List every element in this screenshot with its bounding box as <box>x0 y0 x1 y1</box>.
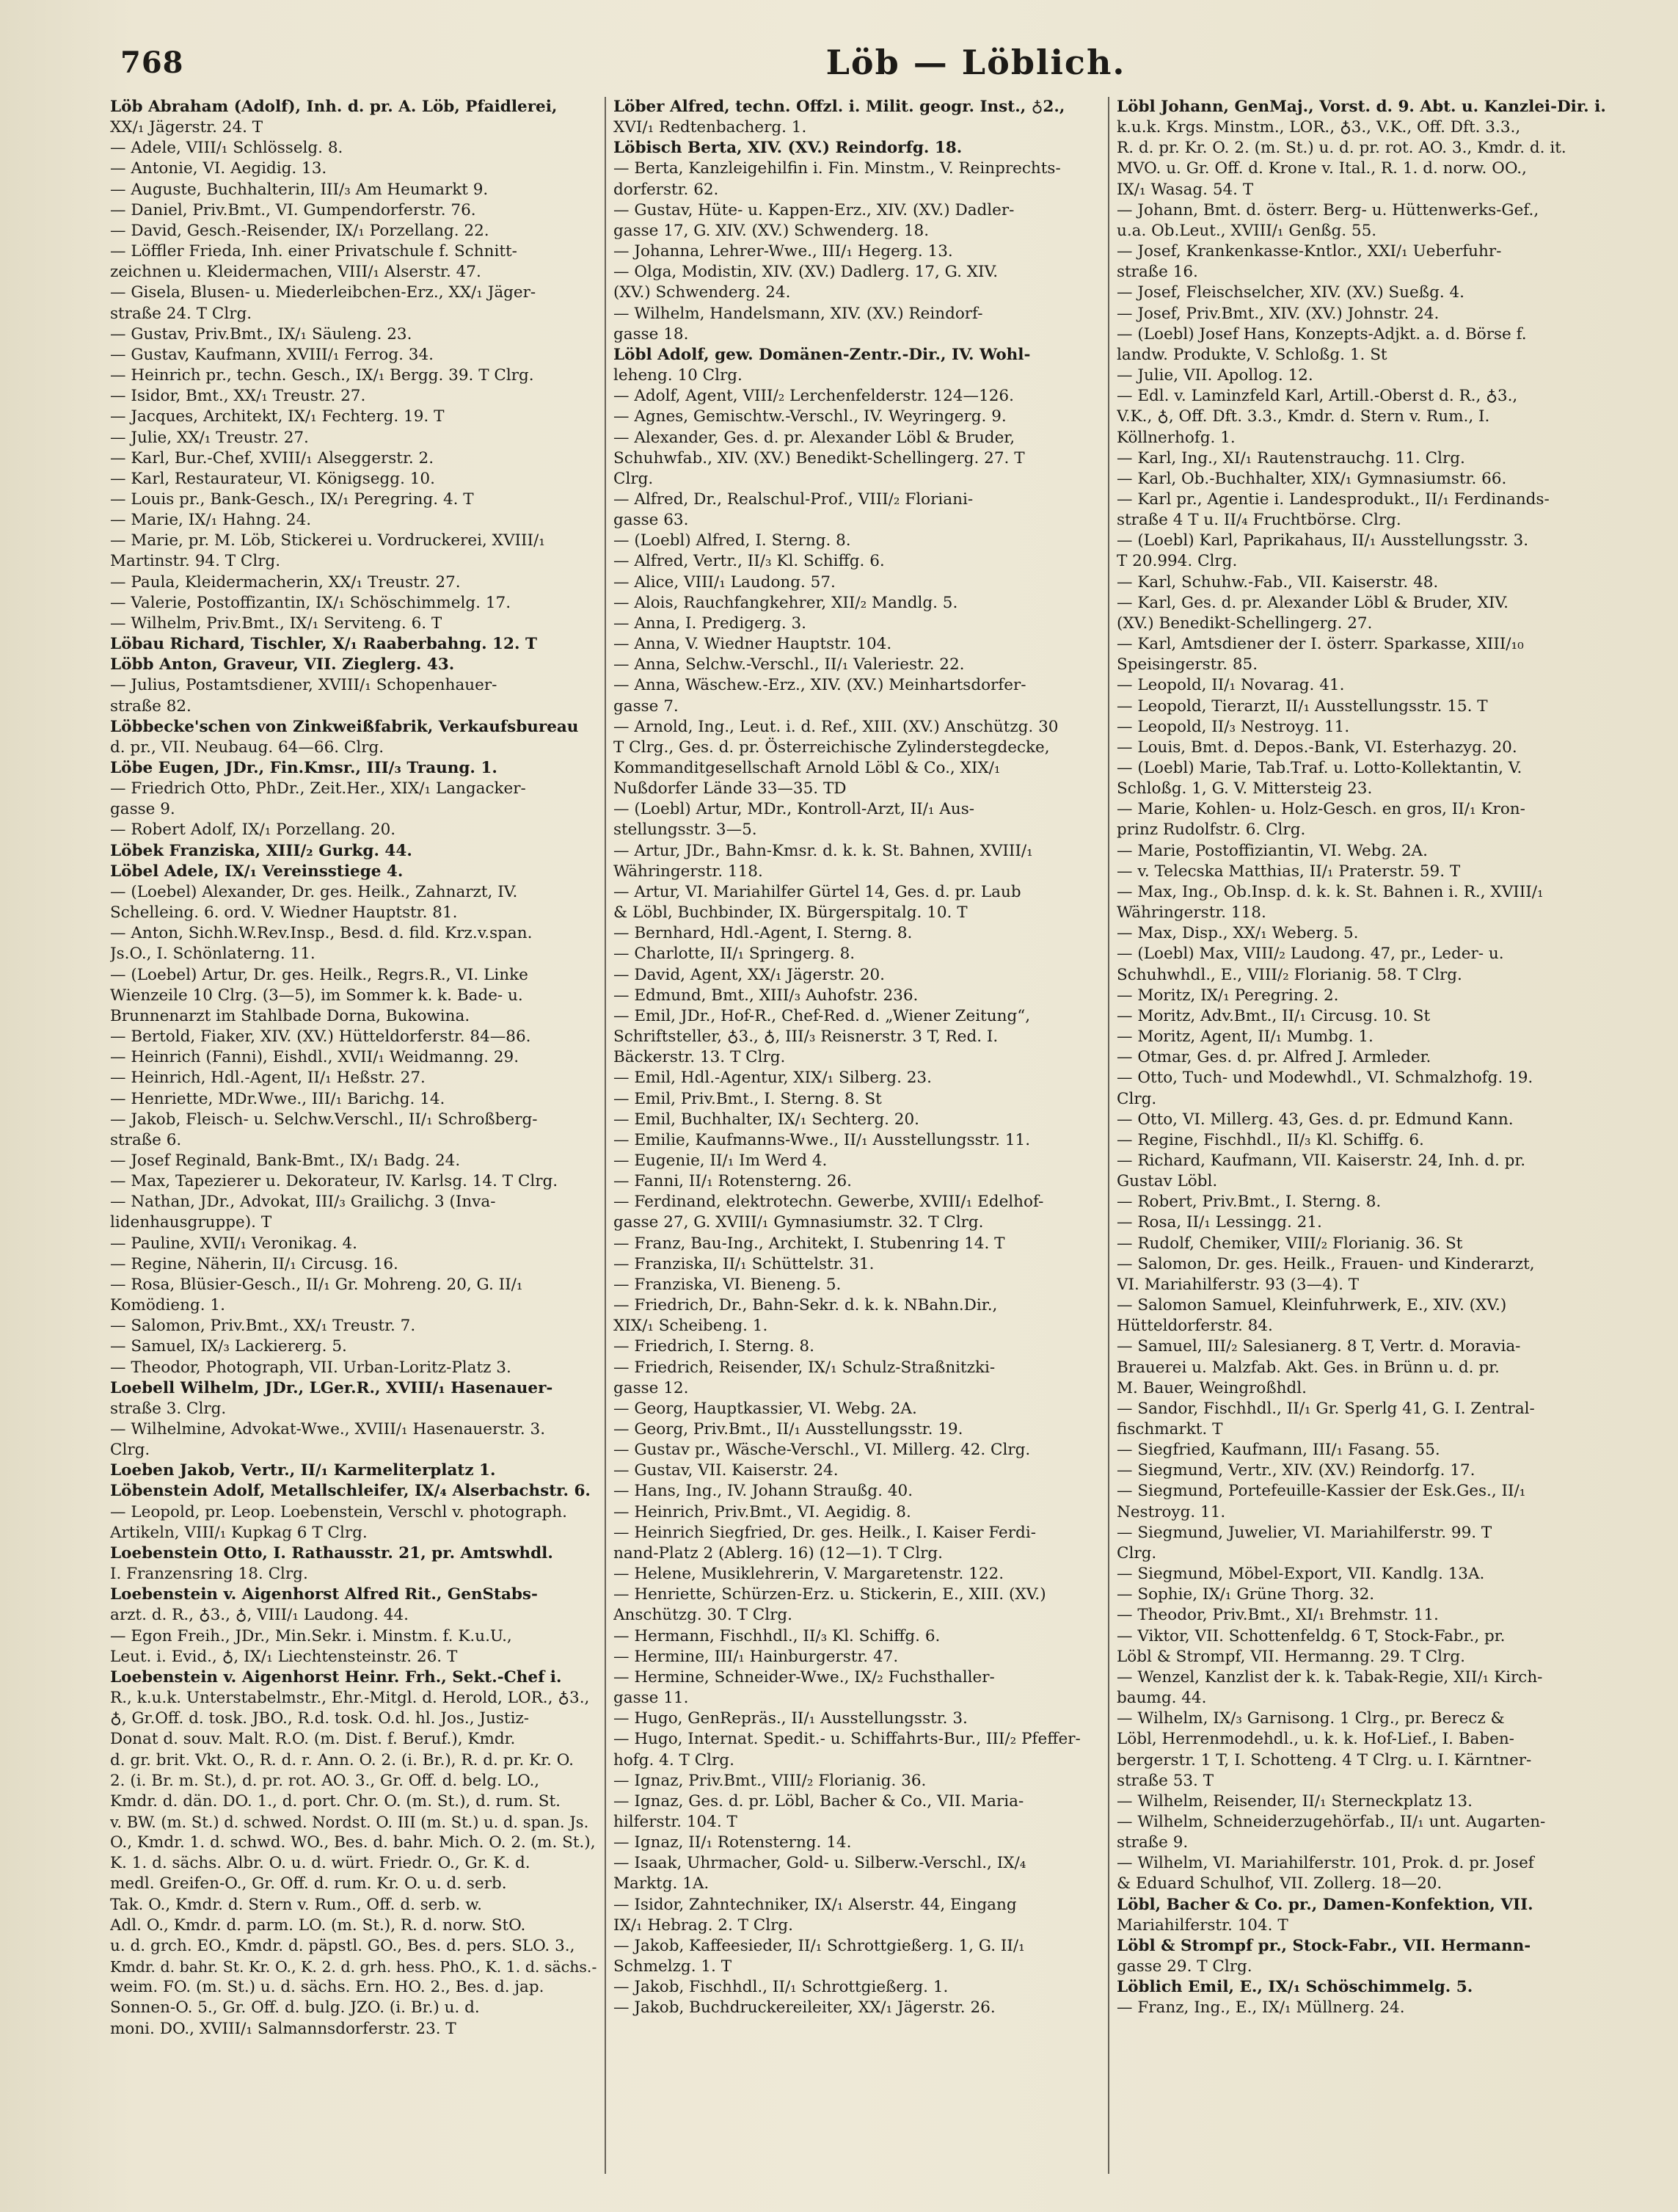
directory-entry: gasse 29. T Clrg. <box>1117 1957 1252 1976</box>
directory-entry: — Heinrich Siegfried, Dr. ges. Heilk., I. Kaiser Ferdi- <box>613 1523 1036 1542</box>
directory-entry: — Egon Freih., JDr., Min.Sekr. i. Minstm. f. K.u.U., <box>110 1626 512 1645</box>
page-header <box>110 38 1644 97</box>
directory-entry: — Henriette, Schürzen-Erz. u. Stickerin, E., XIII. (XV.) <box>613 1585 1046 1604</box>
directory-entry: — Georg, Priv.Bmt., II/₁ Ausstellungsstr. 19. <box>613 1420 963 1438</box>
column-3 <box>1117 97 1623 2181</box>
directory-entry: — Adele, VIII/₁ Schlösselg. 8. <box>110 139 343 158</box>
directory-entry: — Emil, Hdl.-Agentur, XIX/₁ Silberg. 23. <box>613 1069 932 1088</box>
directory-entry: R., k.u.k. Unterstabelmstr., Ehr.-Mitgl. d. Herold, LOR., ♁3., <box>110 1689 590 1708</box>
directory-entry: — Edl. v. Laminzfeld Karl, Artill.-Oberst d. R., ♁3., <box>1117 387 1518 406</box>
directory-entry: u. d. grch. EO., Kmdr. d. päpstl. GO., Bes. d. pers. SLO. 3., <box>110 1936 575 1955</box>
directory-entry: weim. FO. (m. St.) u. d. sächs. Ern. HO. 2., Bes. d. jap. <box>110 1978 544 1997</box>
directory-entry: — Josef Reginald, Bank-Bmt., IX/₁ Badg. 24. <box>110 1151 461 1170</box>
directory-entry: — Karl, Ges. d. pr. Alexander Löbl & Bruder, XIV. <box>1117 593 1509 612</box>
directory-entry: gasse 12. <box>613 1378 689 1397</box>
directory-entry: Nestroyg. 11. <box>1117 1502 1226 1521</box>
directory-entry: Leut. i. Evid., ♁, IX/₁ Liechtensteinstr. 26. T <box>110 1647 458 1666</box>
directory-entry: — Jacques, Architekt, IX/₁ Fechterg. 19. T <box>110 407 445 426</box>
directory-entry: — Gustav, Priv.Bmt., IX/₁ Säuleng. 23. <box>110 324 412 343</box>
column-2 <box>613 97 1102 2181</box>
directory-entry: — Julie, VII. Apollog. 12. <box>1117 366 1313 385</box>
directory-entry: zeichnen u. Kleidermachen, VIII/₁ Alserstr. 47. <box>110 263 481 282</box>
directory-entry: — Leopold, II/₃ Nestroyg. 11. <box>1117 717 1350 736</box>
directory-entry: — Ferdinand, elektrotechn. Gewerbe, XVIII/₁ Edelhof- <box>613 1193 1044 1212</box>
directory-entry: — (Loebl) Marie, Tab.Traf. u. Lotto-Kollektantin, V. <box>1117 759 1522 777</box>
directory-entry: — Max, Ing., Ob.Insp. d. k. k. St. Bahnen i. R., XVIII/₁ <box>1117 882 1544 901</box>
directory-entry: — (Loebl) Artur, MDr., Kontroll-Arzt, II/₁ Aus- <box>613 800 975 819</box>
directory-entry: — Jakob, Buchdruckereileiter, XX/₁ Jägerstr. 26. <box>613 1998 996 2018</box>
directory-entry: — v. Telecska Matthias, II/₁ Praterstr. 59. T <box>1117 862 1461 881</box>
directory-entry: — Emil, JDr., Hof-R., Chef-Red. d. „Wiener Zeitung“, <box>613 1006 1031 1025</box>
directory-entry: Kmdr. d. dän. DO. 1., d. port. Chr. O. (m. St.), d. rum. St. <box>110 1791 561 1811</box>
directory-entry: — Rudolf, Chemiker, VIII/₂ Florianig. 36. St <box>1117 1234 1463 1253</box>
directory-entry: — Anna, Selchw.-Verschl., II/₁ Valeriestr. 22. <box>613 655 965 674</box>
directory-entry: — Marie, pr. M. Löb, Stickerei u. Vordruckerei, XVIII/₁ <box>110 531 545 550</box>
directory-entry: — Franziska, II/₁ Schüttelstr. 31. <box>613 1254 875 1273</box>
directory-entry: MVO. u. Gr. Off. d. Krone v. Ital., R. 1. d. norw. OO., <box>1117 159 1527 178</box>
directory-entry: u.a. Ob.Leut., XVIII/₁ Genßg. 55. <box>1117 221 1377 240</box>
directory-entry: R. d. pr. Kr. O. 2. (m. St.) u. d. pr. rot. AO. 3., Kmdr. d. it. <box>1117 139 1566 158</box>
directory-entry: — Salomon Samuel, Kleinfuhrwerk, E., XIV. (XV.) <box>1117 1296 1507 1315</box>
directory-entry: — Wilhelm, IX/₃ Garnisong. 1 Clrg., pr. Berecz & <box>1117 1709 1505 1728</box>
directory-entry: — Leopold, pr. Leop. Loebenstein, Verschl v. photograph. <box>110 1502 567 1521</box>
directory-entry: Löbisch Berta, XIV. (XV.) Reindorfg. 18. <box>613 139 963 158</box>
directory-entry: — Robert Adolf, IX/₁ Porzellang. 20. <box>110 821 396 840</box>
directory-entry: — Marie, Postoffiziantin, VI. Webg. 2A. <box>1117 841 1428 860</box>
directory-entry: — Jakob, Fischhdl., II/₁ Schrottgießerg. 1. <box>613 1978 949 1997</box>
directory-entry: — David, Gesch.-Reisender, IX/₁ Porzellang. 22. <box>110 221 489 240</box>
directory-entry: — Wenzel, Kanzlist der k. k. Tabak-Regie, XII/₁ Kirch- <box>1117 1667 1543 1687</box>
directory-entry: — Josef, Priv.Bmt., XIV. (XV.) Johnstr. 24. <box>1117 304 1440 323</box>
directory-entry: Anschützg. 30. T Clrg. <box>613 1606 792 1625</box>
directory-entry: — Olga, Modistin, XIV. (XV.) Dadlerg. 17, G. XIV. <box>613 263 999 282</box>
directory-entry: — Rosa, Blüsier-Gesch., II/₁ Gr. Mohreng. 20, G. II/₁ <box>110 1275 523 1294</box>
directory-entry: Tak. O., Kmdr. d. Stern v. Rum., Off. d. serb. w. <box>110 1895 482 1914</box>
directory-entry: Marktg. 1A. <box>613 1874 709 1893</box>
directory-entry: XX/₁ Jägerstr. 24. T <box>110 118 263 137</box>
directory-entry: Wienzeile 10 Clrg. (3—5), im Sommer k. k. Bade- u. <box>110 986 523 1005</box>
directory-entry: hilferstr. 104. T <box>613 1812 737 1831</box>
directory-entry: — Heinrich, Hdl.-Agent, II/₁ Heßstr. 27. <box>110 1069 426 1088</box>
directory-entry: — Arnold, Ing., Leut. i. d. Ref., XIII. (XV.) Anschützg. 30 <box>613 717 1059 736</box>
directory-entry: k.u.k. Krgs. Minstm., LOR., ♁3., V.K., Off. Dft. 3.3., <box>1117 118 1521 137</box>
directory-entry: bergerstr. 1 T, I. Schotteng. 4 T Clrg. u. I. Kärntner- <box>1117 1750 1532 1769</box>
directory-entry: nand-Platz 2 (Ablerg. 16) (12—1). T Clrg. <box>613 1543 943 1562</box>
directory-entry: gasse 9. <box>110 800 175 819</box>
directory-entry: gasse 11. <box>613 1689 689 1708</box>
directory-entry: — Artur, VI. Mariahilfer Gürtel 14, Ges. d. pr. Laub <box>613 882 1021 901</box>
directory-entry: Löbb Anton, Graveur, VII. Zieglerg. 43. <box>110 655 455 674</box>
directory-entry: gasse 18. <box>613 324 689 343</box>
directory-entry: — Löffler Frieda, Inh. einer Privatschule f. Schnitt- <box>110 242 517 261</box>
directory-entry: — Friedrich, Reisender, IX/₁ Schulz-Straßnitzki- <box>613 1358 996 1377</box>
directory-entry: Währingerstr. 118. <box>1117 903 1266 923</box>
directory-entry: — Richard, Kaufmann, VII. Kaiserstr. 24, Inh. d. pr. <box>1117 1151 1526 1170</box>
directory-entry: — Fanni, II/₁ Rotensterng. 26. <box>613 1172 853 1191</box>
directory-entry: — Agnes, Gemischtw.-Verschl., IV. Weyringerg. 9. <box>613 407 1007 426</box>
directory-entry: gasse 7. <box>613 696 679 716</box>
directory-entry: — Johanna, Lehrer-Wwe., III/₁ Hegerg. 13. <box>613 242 953 261</box>
directory-entry: — (Loebl) Josef Hans, Konzepts-Adjkt. a. d. Börse f. <box>1117 324 1527 343</box>
directory-entry: — Isaak, Uhrmacher, Gold- u. Silberw.-Verschl., IX/₄ <box>613 1854 1026 1873</box>
directory-entry: — Samuel, IX/₃ Lackiererg. 5. <box>110 1337 347 1356</box>
directory-entry: — Sophie, IX/₁ Grüne Thorg. 32. <box>1117 1585 1375 1604</box>
directory-entry: — Karl, Restaurateur, VI. Königsegg. 10. <box>110 469 435 488</box>
directory-entry: Schriftsteller, ♁3., ♁, III/₃ Reisnerstr. 3 T, Red. I. <box>613 1027 999 1047</box>
directory-entry: — Siegmund, Vertr., XIV. (XV.) Reindorfg. 17. <box>1117 1461 1475 1480</box>
directory-entry: arzt. d. R., ♁3., ♁, VIII/₁ Laudong. 44. <box>110 1606 409 1625</box>
directory-entry: stellungsstr. 3—5. <box>613 821 757 840</box>
directory-entry: v. BW. (m. St.) d. schwed. Nordst. O. III (m. St.) u. d. span. Js. <box>110 1813 589 1831</box>
directory-entry: — Friedrich, Dr., Bahn-Sekr. d. k. k. NBahn.Dir., <box>613 1296 998 1315</box>
directory-entry: Löbl & Strompf, VII. Hermanng. 29. T Clrg. <box>1117 1647 1465 1666</box>
directory-entry: baumg. 44. <box>1117 1689 1207 1708</box>
directory-entry: Brunnenarzt im Stahlbade Dorna, Bukowina. <box>110 1006 470 1025</box>
directory-entry: Loeben Jakob, Vertr., II/₁ Karmeliterplatz 1. <box>110 1461 496 1480</box>
directory-entry: — Pauline, XVII/₁ Veronikag. 4. <box>110 1234 358 1253</box>
directory-entry: — Leopold, Tierarzt, II/₁ Ausstellungsstr. 15. T <box>1117 696 1488 716</box>
directory-entry: — Robert, Priv.Bmt., I. Sterng. 8. <box>1117 1193 1382 1212</box>
directory-entry: straße 6. <box>110 1130 182 1149</box>
directory-entry: Martinstr. 94. T Clrg. <box>110 552 281 571</box>
directory-entry: — Salomon, Priv.Bmt., XX/₁ Treustr. 7. <box>110 1317 416 1336</box>
directory-entry: — Wilhelm, VI. Mariahilferstr. 101, Prok. d. pr. Josef <box>1117 1854 1534 1873</box>
directory-entry: & Löbl, Buchbinder, IX. Bürgerspitalg. 10. T <box>613 903 968 923</box>
directory-entry: — Artur, JDr., Bahn-Kmsr. d. k. k. St. Bahnen, XVIII/₁ <box>613 841 1033 860</box>
directory-entry: — Otmar, Ges. d. pr. Alfred J. Armleder. <box>1117 1048 1431 1067</box>
directory-entry: — Nathan, JDr., Advokat, III/₃ Grailichg. 3 (Inva- <box>110 1193 496 1212</box>
directory-entry: Köllnerhofg. 1. <box>1117 428 1236 447</box>
directory-entry: Brauerei u. Malzfab. Akt. Ges. in Brünn u. d. pr. <box>1117 1358 1500 1377</box>
directory-entry: gasse 63. <box>613 511 689 530</box>
directory-entry: — Salomon, Dr. ges. Heilk., Frauen- und Kinderarzt, <box>1117 1254 1535 1273</box>
directory-entry: d. gr. brit. Vkt. O., R. d. r. Ann. O. 2. (i. Br.), R. d. pr. Kr. O. <box>110 1750 574 1769</box>
directory-entry: Bäckerstr. 13. T Clrg. <box>613 1048 786 1067</box>
directory-entry: — Josef, Fleischselcher, XIV. (XV.) Sueßg. 4. <box>1117 283 1465 302</box>
directory-entry: — Friedrich Otto, PhDr., Zeit.Her., XIX/₁ Langacker- <box>110 779 526 798</box>
directory-entry: — Jakob, Fleisch- u. Selchw.Verschl., II/₁ Schroßberg- <box>110 1110 538 1129</box>
directory-entry: — Sandor, Fischhdl., II/₁ Gr. Sperlg 41, G. I. Zentral- <box>1117 1399 1535 1418</box>
directory-entry: — Karl, Bur.-Chef, XVIII/₁ Alseggerstr. 2. <box>110 448 434 467</box>
directory-entry: — Hermine, III/₁ Hainburgerstr. 47. <box>613 1647 899 1666</box>
directory-entry: Speisingerstr. 85. <box>1117 655 1258 674</box>
directory-entry: — Gustav, Hüte- u. Kappen-Erz., XIV. (XV.) Dadler- <box>613 200 1015 219</box>
directory-entry: Artikeln, VIII/₁ Kupkag 6 T Clrg. <box>110 1523 368 1542</box>
directory-entry: — Gisela, Blusen- u. Miederleibchen-Erz., XX/₁ Jäger- <box>110 283 536 302</box>
directory-entry: — Berta, Kanzleigehilfin i. Fin. Minstm., V. Reinprechts- <box>613 159 1061 178</box>
directory-entry: — Siegmund, Portefeuille-Kassier der Esk.Ges., II/₁ <box>1117 1482 1526 1501</box>
directory-entry: gasse 17, G. XIV. (XV.) Schwenderg. 18. <box>613 221 930 240</box>
directory-entry: — Theodor, Photograph, VII. Urban-Loritz-Platz 3. <box>110 1358 511 1377</box>
column-divider <box>605 97 606 2174</box>
directory-entry: — Gustav, VII. Kaiserstr. 24. <box>613 1461 839 1480</box>
directory-entry: — Moritz, Agent, II/₁ Mumbg. 1. <box>1117 1027 1374 1047</box>
directory-entry: — (Loebl) Max, VIII/₂ Laudong. 47, pr., Leder- u. <box>1117 945 1504 964</box>
directory-entry: straße 16. <box>1117 263 1198 282</box>
directory-entry: Schelleing. 6. ord. V. Wiedner Hauptstr. 81. <box>110 903 458 923</box>
directory-entry: — Marie, IX/₁ Hahng. 24. <box>110 511 312 530</box>
directory-entry: Löblich Emil, E., IX/₁ Schöschimmelg. 5. <box>1117 1978 1473 1997</box>
directory-entry: (XV.) Schwenderg. 24. <box>613 283 791 302</box>
directory-entry: Schuhwhdl., E., VIII/₂ Florianig. 58. T Clrg. <box>1117 965 1462 984</box>
directory-entry: — David, Agent, XX/₁ Jägerstr. 20. <box>613 965 885 984</box>
directory-entry: — Karl, Schuhw.-Fab., VII. Kaiserstr. 48. <box>1117 572 1439 592</box>
directory-entry: — Louis, Bmt. d. Depos.-Bank, VI. Esterhazyg. 20. <box>1117 738 1517 757</box>
directory-columns <box>110 97 1644 2181</box>
directory-entry: Löbek Franziska, XIII/₂ Gurkg. 44. <box>110 841 412 860</box>
directory-entry: — Wilhelm, Schneiderzugehörfab., II/₁ unt. Augarten- <box>1117 1812 1546 1831</box>
directory-entry: — Karl, Ing., XI/₁ Rautenstrauchg. 11. Clrg. <box>1117 448 1465 467</box>
directory-entry: — Anna, Wäschew.-Erz., XIV. (XV.) Meinhartsdorfer- <box>613 676 1026 695</box>
directory-entry: — Henriette, MDr.Wwe., III/₁ Barichg. 14. <box>110 1089 445 1108</box>
directory-entry: — Alice, VIII/₁ Laudong. 57. <box>613 572 836 592</box>
directory-entry: Löbau Richard, Tischler, X/₁ Raaberbahng. 12. T <box>110 635 537 654</box>
directory-entry: — Gustav, Kaufmann, XVIII/₁ Ferrog. 34. <box>110 345 434 364</box>
directory-entry: — Josef, Krankenkasse-Kntlor., XXI/₁ Ueberfuhr- <box>1117 242 1502 261</box>
directory-entry: — Alois, Rauchfangkehrer, XII/₂ Mandlg. 5. <box>613 593 958 612</box>
directory-entry: — Alfred, Vertr., II/₃ Kl. Schiffg. 6. <box>613 552 885 571</box>
directory-entry: — Franziska, VI. Bieneng. 5. <box>613 1275 842 1294</box>
directory-entry: Löbel Adele, IX/₁ Vereinsstiege 4. <box>110 862 404 881</box>
directory-entry: — Hans, Ing., IV. Johann Straußg. 40. <box>613 1482 913 1501</box>
directory-entry: straße 3. Clrg. <box>110 1399 227 1418</box>
directory-entry: Schuhwfab., XIV. (XV.) Benedikt-Schellingerg. 27. T <box>613 448 1025 467</box>
directory-entry: VI. Mariahilferstr. 93 (3—4). T <box>1117 1275 1360 1294</box>
directory-entry: medl. Greifen-O., Gr. Off. d. rum. Kr. O. u. d. serb. <box>110 1874 507 1893</box>
directory-entry: — Marie, Kohlen- u. Holz-Gesch. en gros, II/₁ Kron- <box>1117 800 1525 819</box>
directory-entry: — Heinrich pr., techn. Gesch., IX/₁ Bergg. 39. T Clrg. <box>110 366 534 385</box>
directory-entry: — Bernhard, Hdl.-Agent, I. Sterng. 8. <box>613 924 913 943</box>
directory-entry: — Max, Tapezierer u. Dekorateur, IV. Karlsg. 14. T Clrg. <box>110 1172 558 1191</box>
directory-entry: Löbenstein Adolf, Metallschleifer, IX/₄ Alserbachstr. 6. <box>110 1482 591 1501</box>
directory-entry: prinz Rudolfstr. 6. Clrg. <box>1117 821 1306 840</box>
directory-entry: T Clrg., Ges. d. pr. Österreichische Zylinderstegdecke, <box>613 738 1050 757</box>
directory-entry: — Moritz, IX/₁ Peregring. 2. <box>1117 986 1339 1005</box>
directory-entry: M. Bauer, Weingroßhdl. <box>1117 1378 1307 1397</box>
directory-entry: — Alfred, Dr., Realschul-Prof., VIII/₂ Floriani- <box>613 490 974 509</box>
directory-entry: — Wilhelmine, Advokat-Wwe., XVIII/₁ Hasenauerstr. 3. <box>110 1420 546 1438</box>
directory-entry: — Moritz, Adv.Bmt., II/₁ Circusg. 10. St <box>1117 1006 1431 1025</box>
directory-entry: — Adolf, Agent, VIII/₂ Lerchenfelderstr. 124—126. <box>613 387 1014 406</box>
directory-entry: — Gustav pr., Wäsche-Verschl., VI. Millerg. 42. Clrg. <box>613 1441 1031 1460</box>
directory-entry: lidenhausgruppe). T <box>110 1213 272 1232</box>
directory-entry: Schloßg. 1, G. V. Mittersteig 23. <box>1117 779 1373 798</box>
directory-entry: — Regine, Näherin, II/₁ Circusg. 16. <box>110 1254 398 1273</box>
directory-entry: Hütteldorferstr. 84. <box>1117 1317 1273 1336</box>
directory-entry: — Emilie, Kaufmanns-Wwe., II/₁ Ausstellungsstr. 11. <box>613 1130 1031 1149</box>
column-divider <box>1108 97 1109 2174</box>
directory-entry: — Ignaz, II/₁ Rotensterng. 14. <box>613 1833 852 1852</box>
directory-entry: — Viktor, VII. Schottenfeldg. 6 T, Stock-Fabr., pr. <box>1117 1626 1506 1645</box>
directory-entry: Löb Abraham (Adolf), Inh. d. pr. A. Löb, Pfaidlerei, <box>110 98 558 116</box>
directory-entry: — Isidor, Zahntechniker, IX/₁ Alserstr. 44, Eingang <box>613 1895 1017 1914</box>
directory-entry: Nußdorfer Lände 33—35. TD <box>613 779 847 798</box>
directory-entry: — Ignaz, Priv.Bmt., VIII/₂ Florianig. 36. <box>613 1771 927 1790</box>
directory-entry: — (Loebel) Alexander, Dr. ges. Heilk., Zahnarzt, IV. <box>110 882 518 901</box>
directory-entry: 2. (i. Br. m. St.), d. pr. rot. AO. 3., Gr. Off. d. belg. LO., <box>110 1771 540 1790</box>
directory-entry: — Louis pr., Bank-Gesch., IX/₁ Peregring. 4. T <box>110 490 474 509</box>
directory-entry: — Daniel, Priv.Bmt., VI. Gumpendorferstr. 76. <box>110 200 476 219</box>
directory-entry: — Wilhelm, Handelsmann, XIV. (XV.) Reindorf- <box>613 304 983 323</box>
directory-entry: — Emil, Buchhalter, IX/₁ Sechterg. 20. <box>613 1110 919 1129</box>
directory-entry: — Anton, Sichh.W.Rev.Insp., Besd. d. fild. Krz.v.span. <box>110 924 533 943</box>
directory-entry: — Ignaz, Ges. d. pr. Löbl, Bacher & Co., VII. Maria- <box>613 1791 1024 1811</box>
directory-entry: Kmdr. d. bahr. St. Kr. O., K. 2. d. grh. hess. PhO., K. 1. d. sächs.- <box>110 1958 597 1976</box>
directory-entry: — Siegmund, Juwelier, VI. Mariahilferstr. 99. T <box>1117 1523 1492 1542</box>
directory-entry: — Julie, XX/₁ Treustr. 27. <box>110 428 309 447</box>
directory-entry: — Eugenie, II/₁ Im Werd 4. <box>613 1151 828 1170</box>
directory-entry: Währingerstr. 118. <box>613 862 763 881</box>
directory-entry: Js.O., I. Schönlaterng. 11. <box>110 945 315 964</box>
directory-entry: straße 9. <box>1117 1833 1189 1852</box>
directory-entry: — Alexander, Ges. d. pr. Alexander Löbl & Bruder, <box>613 428 1015 447</box>
directory-entry: Adl. O., Kmdr. d. parm. LO. (m. St.), R. d. norw. StO. <box>110 1916 526 1935</box>
directory-entry: — Regine, Fischhdl., II/₃ Kl. Schiffg. 6. <box>1117 1130 1424 1149</box>
directory-entry: dorferstr. 62. <box>613 180 719 199</box>
directory-entry: leheng. 10 Clrg. <box>613 366 743 385</box>
directory-entry: straße 24. T Clrg. <box>110 304 252 323</box>
directory-entry: Loebell Wilhelm, JDr., LGer.R., XVIII/₁ Hasenauer- <box>110 1378 553 1397</box>
directory-entry: — Samuel, III/₂ Salesianerg. 8 T, Vertr. d. Moravia- <box>1117 1337 1521 1356</box>
directory-entry: V.K., ♁, Off. Dft. 3.3., Kmdr. d. Stern v. Rum., I. <box>1117 407 1490 426</box>
directory-entry: — Hermine, Schneider-Wwe., IX/₂ Fuchsthaller- <box>613 1667 995 1687</box>
directory-entry: IX/₁ Hebrag. 2. T Clrg. <box>613 1916 793 1935</box>
directory-entry: — Theodor, Priv.Bmt., XI/₁ Brehmstr. 11. <box>1117 1606 1439 1625</box>
directory-entry: straße 53. T <box>1117 1771 1214 1790</box>
directory-entry: — Jakob, Kaffeesieder, II/₁ Schrottgießerg. 1, G. II/₁ <box>613 1936 1025 1955</box>
directory-entry: — Bertold, Fiaker, XIV. (XV.) Hütteldorferstr. 84—86. <box>110 1027 531 1047</box>
directory-entry: & Eduard Schulhof, VII. Zollerg. 18—20. <box>1117 1874 1442 1893</box>
directory-entry: — Karl pr., Agentie i. Landesprodukt., II/₁ Ferdinands- <box>1117 490 1550 509</box>
directory-entry: Schmelzg. 1. T <box>613 1957 732 1976</box>
directory-entry: — Paula, Kleidermacherin, XX/₁ Treustr. 27. <box>110 572 461 592</box>
directory-entry: — Siegfried, Kaufmann, III/₁ Fasang. 55. <box>1117 1441 1440 1460</box>
directory-entry: Löbbecke'schen von Zinkweißfabrik, Verkaufsbureau <box>110 717 579 736</box>
directory-entry: K. 1. d. sächs. Albr. O. u. d. würt. Friedr. O., Gr. K. d. <box>110 1854 530 1873</box>
directory-entry: XVI/₁ Redtenbacherg. 1. <box>613 118 807 137</box>
directory-entry: — Karl, Ob.-Buchhalter, XIX/₁ Gymnasiumstr. 66. <box>1117 469 1507 488</box>
directory-entry: — Helene, Musiklehrerin, V. Margaretenstr. 122. <box>613 1565 1004 1584</box>
running-head: Löb — Löblich. <box>825 43 1126 82</box>
directory-entry: straße 82. <box>110 696 191 716</box>
directory-entry: T 20.994. Clrg. <box>1117 552 1238 571</box>
column-1 <box>110 97 599 2181</box>
directory-entry: moni. DO., XVIII/₁ Salmannsdorferstr. 23. T <box>110 2019 456 2038</box>
directory-entry: — Isidor, Bmt., XX/₁ Treustr. 27. <box>110 387 366 406</box>
directory-entry: — Julius, Postamtsdiener, XVIII/₁ Schopenhauer- <box>110 676 497 695</box>
directory-entry: Gustav Löbl. <box>1117 1172 1218 1191</box>
directory-entry: — Edmund, Bmt., XIII/₃ Auhofstr. 236. <box>613 986 919 1005</box>
directory-entry: — (Loebl) Karl, Paprikahaus, II/₁ Ausstellungsstr. 3. <box>1117 531 1529 550</box>
directory-entry: — Valerie, Postoffizantin, IX/₁ Schöschimmelg. 17. <box>110 593 511 612</box>
directory-entry: — Franz, Ing., E., IX/₁ Müllnerg. 24. <box>1117 1998 1405 2018</box>
directory-entry: — (Loebl) Alfred, I. Sterng. 8. <box>613 531 851 550</box>
directory-entry: (XV.) Benedikt-Schellingerg. 27. <box>1117 614 1373 633</box>
directory-entry: — Max, Disp., XX/₁ Weberg. 5. <box>1117 924 1359 943</box>
directory-entry: Clrg. <box>1117 1089 1157 1108</box>
directory-entry: IX/₁ Wasag. 54. T <box>1117 180 1254 199</box>
directory-entry: — Leopold, II/₁ Novarag. 41. <box>1117 676 1345 695</box>
directory-entry: — Charlotte, II/₁ Springerg. 8. <box>613 945 856 964</box>
directory-entry: — Hugo, Internat. Spedit.- u. Schiffahrts-Bur., III/₂ Pfeffer- <box>613 1730 1081 1749</box>
directory-entry: Kommanditgesellschaft Arnold Löbl & Co., XIX/₁ <box>613 759 1001 777</box>
directory-entry: — Franz, Bau-Ing., Architekt, I. Stubenring 14. T <box>613 1234 1005 1253</box>
directory-entry: — Heinrich (Fanni), Eishdl., XVII/₁ Weidmanng. 29. <box>110 1048 519 1067</box>
directory-entry: Löber Alfred, techn. Offzl. i. Milit. geogr. Inst., ♁2., <box>613 98 1065 116</box>
directory-entry: Löbl Johann, GenMaj., Vorst. d. 9. Abt. u. Kanzlei-Dir. i. <box>1117 98 1606 116</box>
directory-entry: — Heinrich, Priv.Bmt., VI. Aegidig. 8. <box>613 1502 911 1521</box>
directory-entry: straße 4 T u. II/₄ Fruchtbörse. Clrg. <box>1117 511 1401 530</box>
directory-entry: Komödieng. 1. <box>110 1296 225 1315</box>
directory-entry: Löbl, Bacher & Co. pr., Damen-Konfektion, VII. <box>1117 1895 1533 1914</box>
directory-entry: Clrg. <box>110 1441 150 1460</box>
directory-entry: — Anna, I. Predigerg. 3. <box>613 614 807 633</box>
directory-entry: Loebenstein v. Aigenhorst Alfred Rit., GenStabs- <box>110 1585 538 1604</box>
directory-entry: — Otto, Tuch- und Modewhdl., VI. Schmalzhofg. 19. <box>1117 1069 1533 1088</box>
directory-entry: Loebenstein v. Aigenhorst Heinr. Frh., Sekt.-Chef i. <box>110 1667 562 1687</box>
directory-entry: — Otto, VI. Millerg. 43, Ges. d. pr. Edmund Kann. <box>1117 1110 1514 1129</box>
directory-entry: — Wilhelm, Priv.Bmt., IX/₁ Serviteng. 6. T <box>110 614 442 633</box>
page-number: 768 <box>120 46 184 80</box>
directory-entry: — Wilhelm, Reisender, II/₁ Sterneckplatz 13. <box>1117 1791 1473 1811</box>
directory-entry: Clrg. <box>1117 1543 1157 1562</box>
directory-entry: I. Franzensring 18. Clrg. <box>110 1565 308 1584</box>
directory-entry: — (Loebel) Artur, Dr. ges. Heilk., Regrs.R., VI. Linke <box>110 965 528 984</box>
directory-entry: Löbl & Strompf pr., Stock-Fabr., VII. Hermann- <box>1117 1936 1531 1955</box>
directory-entry: — Auguste, Buchhalterin, III/₃ Am Heumarkt 9. <box>110 180 489 199</box>
directory-entry: Loebenstein Otto, I. Rathausstr. 21, pr. Amtswhdl. <box>110 1543 553 1562</box>
directory-entry: d. pr., VII. Neubaug. 64—66. Clrg. <box>110 738 384 757</box>
directory-entry: hofg. 4. T Clrg. <box>613 1750 734 1769</box>
directory-entry: O., Kmdr. 1. d. schwd. WO., Bes. d. bahr. Mich. O. 2. (m. St.), <box>110 1833 596 1852</box>
directory-entry: — Antonie, VI. Aegidig. 13. <box>110 159 327 178</box>
directory-entry: landw. Produkte, V. Schloßg. 1. St <box>1117 345 1387 364</box>
directory-entry: — Johann, Bmt. d. österr. Berg- u. Hüttenwerks-Gef., <box>1117 200 1539 219</box>
directory-entry: — Karl, Amtsdiener der I. österr. Sparkasse, XIII/₁₀ <box>1117 635 1524 654</box>
directory-entry: — Hugo, GenRepräs., II/₁ Ausstellungsstr. 3. <box>613 1709 968 1728</box>
directory-entry: — Anna, V. Wiedner Hauptstr. 104. <box>613 635 892 654</box>
directory-entry: XIX/₁ Scheibeng. 1. <box>613 1317 768 1336</box>
directory-entry: Löbe Eugen, JDr., Fin.Kmsr., III/₃ Traung. 1. <box>110 759 497 777</box>
directory-entry: — Emil, Priv.Bmt., I. Sterng. 8. St <box>613 1089 882 1108</box>
directory-entry: Sonnen-O. 5., Gr. Off. d. bulg. JZO. (i. Br.) u. d. <box>110 1998 480 2018</box>
directory-entry: Mariahilferstr. 104. T <box>1117 1916 1288 1935</box>
directory-entry: — Friedrich, I. Sterng. 8. <box>613 1337 814 1356</box>
directory-entry: Löbl Adolf, gew. Domänen-Zentr.-Dir., IV. Wohl- <box>613 345 1031 364</box>
directory-entry: — Georg, Hauptkassier, VI. Webg. 2A. <box>613 1399 917 1418</box>
directory-entry: — Hermann, Fischhdl., II/₃ Kl. Schiffg. 6. <box>613 1626 941 1645</box>
directory-entry: gasse 27, G. XVIII/₁ Gymnasiumstr. 32. T Clrg. <box>613 1213 984 1232</box>
directory-entry: Donat d. souv. Malt. R.O. (m. Dist. f. Beruf.), Kmdr. <box>110 1730 516 1749</box>
directory-entry: Löbl, Herrenmodehdl., u. k. k. Hof-Lief., I. Baben- <box>1117 1730 1514 1749</box>
directory-entry: fischmarkt. T <box>1117 1420 1223 1438</box>
directory-entry: Clrg. <box>613 469 654 488</box>
directory-entry: — Siegmund, Möbel-Export, VII. Kandlg. 13A. <box>1117 1565 1485 1584</box>
directory-entry: ♁, Gr.Off. d. tosk. JBO., R.d. tosk. O.d. hl. Jos., Justiz- <box>110 1709 530 1728</box>
directory-entry: — Rosa, II/₁ Lessingg. 21. <box>1117 1213 1322 1232</box>
